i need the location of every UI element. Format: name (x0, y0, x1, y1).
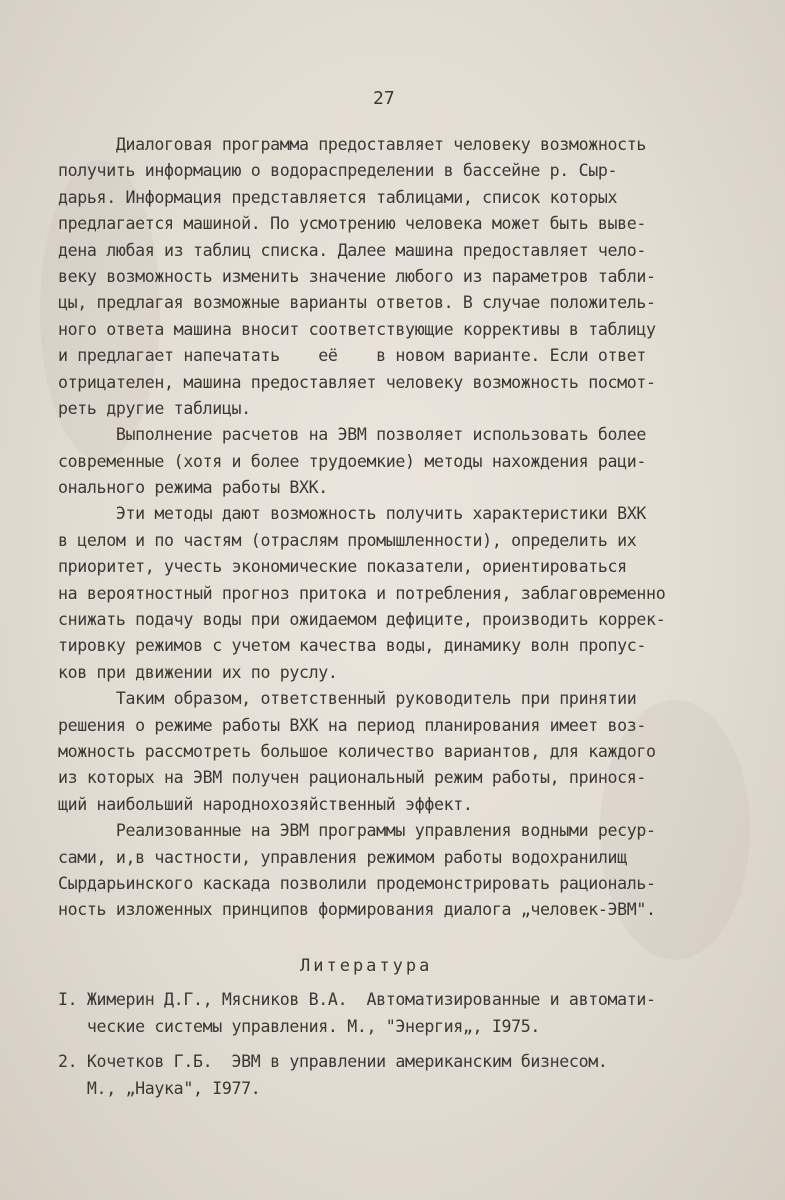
text-line: веку возможность изменить значение любого из параметров табли- (58, 266, 656, 286)
text-line: дарья. Информация представляется таблицами, список которых (58, 187, 618, 207)
text-line: на вероятностный прогноз притока и потребления, заблаговременно (58, 583, 666, 603)
text-line: ного ответа машина вносит соответствующие коррективы в таблицу (58, 319, 656, 339)
text-line: в целом и по частям (отраслям промышленности), определить их (58, 530, 637, 550)
text-line: снижать подачу воды при ожидаемом дефиците, производить коррек- (58, 610, 666, 630)
page-number: 27 (373, 88, 395, 109)
text-line: предлагается машиной. По усмотрению человека может быть выве- (58, 214, 647, 234)
reference-list (58, 986, 748, 1110)
text-line: Сырдарьинского каскада позволили продемонстрировать рациональ- (58, 873, 656, 893)
text-line: реть другие таблицы. (58, 398, 251, 418)
reference-line: ческие системы управления. М., "Энергия„, I975. (58, 1017, 541, 1036)
text-line: ность изложенных принципов формирования диалога „человек-ЭВМ". (58, 900, 656, 920)
text-line: и предлагает напечатать её в новом варианте. Если ответ (58, 346, 647, 366)
text-line: ков при движении их по руслу. (58, 662, 338, 682)
text-line: получить информацию о водораспределении в бассейне р. Сыр- (58, 161, 618, 181)
text-line: отрицателен, машина предоставляет человеку возможность посмот- (58, 372, 656, 392)
reference-line: I. Жимерин Д.Г., Мясников В.А. Автоматизированные и автомати- (58, 990, 656, 1009)
body-text (58, 132, 748, 924)
text-line: Эти методы дают возможность получить характеристики ВХК (58, 504, 647, 524)
text-line: Реализованные на ЭВМ программы управления водными ресур- (58, 821, 656, 841)
text-line: тировку режимов с учетом качества воды, динамику волн пропус- (58, 636, 647, 656)
text-line: решения о режиме работы ВХК на период планирования имеет воз- (58, 715, 647, 735)
text-line: можность рассмотреть большое количество вариантов, для каждого (58, 741, 656, 761)
text-line: онального режима работы ВХК. (58, 478, 328, 498)
text-line: из которых на ЭВМ получен рациональный режим работы, принося- (58, 768, 647, 788)
text-line: сами, и,в частности, управления режимом работы водохранилищ (58, 847, 627, 867)
text-line: Таким образом, ответственный руководитель при принятии (58, 689, 637, 709)
text-line: Выполнение расчетов на ЭВМ позволяет использовать более (58, 425, 647, 445)
text-line: приоритет, учесть экономические показатели, ориентироваться (58, 557, 627, 577)
text-line: цы, предлагая возможные варианты ответов. В случае положитель- (58, 293, 656, 313)
reference-line: 2. Кочетков Г.Б. ЭВМ в управлении американским бизнесом. (58, 1052, 608, 1071)
reference-item (58, 986, 748, 1040)
text-line: современные (хотя и более трудоемкие) методы нахождения раци- (58, 451, 647, 471)
text-line: дена любая из таблиц списка. Далее машина предоставляет чело- (58, 240, 647, 260)
literature-heading: Литература (300, 956, 433, 976)
text-line: щий наибольший народнохозяйственный эффект. (58, 794, 473, 814)
reference-line: М., „Наука", I977. (58, 1079, 261, 1098)
text-line: Диалоговая программа предоставляет человеку возможность (58, 135, 647, 154)
reference-item (58, 1048, 748, 1102)
